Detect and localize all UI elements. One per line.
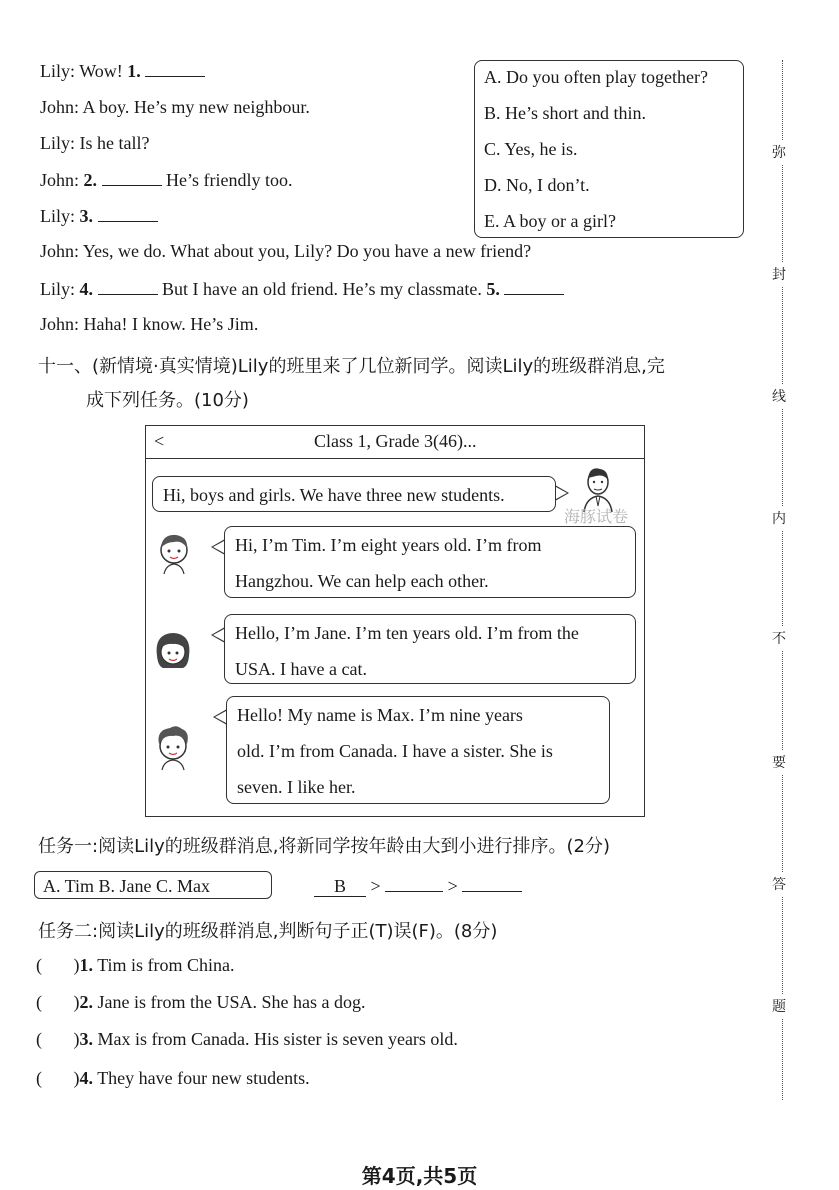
margin-char: 不 xyxy=(772,626,786,650)
statement-text: Jane is from the USA. She has a dog. xyxy=(97,992,366,1012)
speaker: John: xyxy=(40,314,80,334)
dialogue-text: Is he tall? xyxy=(79,133,150,153)
question-number: 2. xyxy=(83,170,98,190)
question-number: 4. xyxy=(79,279,93,299)
bubble-tail xyxy=(211,539,225,555)
statement-text: Max is from Canada. His sister is seven years old. xyxy=(97,1029,458,1049)
gt-sign: > xyxy=(370,876,381,896)
dialogue-text: Yes, we do. What about you, Lily? Do you have a new friend? xyxy=(82,241,532,261)
answer-blank[interactable] xyxy=(102,169,162,186)
margin-char: 线 xyxy=(772,384,786,408)
message-text: old. I’m from Canada. I have a sister. She is xyxy=(237,741,553,761)
answer-text: B xyxy=(333,876,346,896)
statement-text: Tim is from China. xyxy=(97,955,235,975)
answer-blank-3[interactable] xyxy=(462,875,522,892)
message-text: Hangzhou. We can help each other. xyxy=(235,571,489,591)
teacher-message xyxy=(152,476,556,512)
task2-title: 任务二:阅读Lily的班级群消息,判断句子正(T)误(F)。(8分) xyxy=(38,921,498,942)
speaker: Lily: xyxy=(40,279,75,299)
answer-paren[interactable]: ( ) xyxy=(36,1029,80,1049)
option-a: A. Do you often play together? xyxy=(484,67,708,87)
bubble-tail xyxy=(213,709,227,725)
chat-header xyxy=(146,426,644,459)
option-b: B. He’s short and thin. xyxy=(484,103,646,123)
option-d: D. No, I don’t. xyxy=(484,175,590,195)
speaker: John: xyxy=(40,97,80,117)
speaker: Lily: xyxy=(40,61,75,81)
judge-item xyxy=(36,1068,310,1089)
question-number: 2. xyxy=(79,992,93,1012)
margin-char: 内 xyxy=(772,506,786,530)
speaker: Lily: xyxy=(40,206,75,226)
margin-char: 弥 xyxy=(772,140,786,164)
question-number: 1. xyxy=(127,61,141,81)
speaker: John: xyxy=(40,241,80,261)
message-text: Hello, I’m Jane. I’m ten years old. I’m from the xyxy=(235,623,579,643)
answer-blank-2[interactable] xyxy=(385,875,443,892)
task1-options: A. Tim B. Jane C. Max xyxy=(34,871,272,899)
question-number: 4. xyxy=(79,1068,93,1088)
jane-avatar-icon xyxy=(152,628,194,676)
bubble-tail xyxy=(555,485,569,501)
question-number: 5. xyxy=(486,279,500,299)
speaker: John: xyxy=(40,170,80,190)
task1-answer xyxy=(314,875,522,897)
dialogue-line-2 xyxy=(40,97,310,118)
dialogue-line-6 xyxy=(40,241,531,262)
dialogue-line-3 xyxy=(40,133,149,154)
chat-title: Class 1, Grade 3(46)... xyxy=(314,431,477,451)
option-e: E. A boy or a girl? xyxy=(484,211,616,231)
message-text: seven. I like her. xyxy=(237,777,356,797)
answer-blank[interactable] xyxy=(98,205,158,222)
dialogue-text: A boy. He’s my new neighbour. xyxy=(82,97,310,117)
speaker: Lily: xyxy=(40,133,75,153)
bubble-tail xyxy=(211,627,225,643)
section-heading-cont: 成下列任务。(10分) xyxy=(86,390,249,411)
max-message xyxy=(226,696,610,804)
judge-item xyxy=(36,992,365,1013)
message-text: USA. I have a cat. xyxy=(235,659,367,679)
judge-item xyxy=(36,1029,458,1050)
chat-window xyxy=(145,425,645,817)
margin-char: 答 xyxy=(772,872,786,896)
margin-char: 封 xyxy=(772,262,786,286)
margin-char: 要 xyxy=(772,750,786,774)
tim-avatar-icon xyxy=(154,530,194,576)
gt-sign: > xyxy=(447,876,458,896)
task1-title: 任务一:阅读Lily的班级群消息,将新同学按年龄由大到小进行排序。(2分) xyxy=(38,836,610,857)
dialogue-text: He’s friendly too. xyxy=(166,170,293,190)
question-number: 1. xyxy=(79,955,93,975)
judge-item xyxy=(36,955,235,976)
message-text: Hi, boys and girls. We have three new students. xyxy=(163,485,505,505)
dialogue-line-4 xyxy=(40,169,293,191)
answer-paren[interactable]: ( ) xyxy=(36,1068,80,1088)
dialogue-text: But I have an old friend. He’s my classmate. xyxy=(162,279,482,299)
tim-message xyxy=(224,526,636,598)
jane-message xyxy=(224,614,636,684)
page-footer: 第4页,共5页 xyxy=(361,1164,478,1188)
watermark: 海豚试卷 xyxy=(564,507,629,526)
message-text: Hi, I’m Tim. I’m eight years old. I’m from xyxy=(235,535,542,555)
message-text: Hello! My name is Max. I’m nine years xyxy=(237,705,523,725)
options-box xyxy=(474,60,744,238)
binding-line xyxy=(782,60,783,1100)
question-number: 3. xyxy=(79,1029,93,1049)
answer-paren[interactable]: ( ) xyxy=(36,992,80,1012)
answer-paren[interactable]: ( ) xyxy=(36,955,80,975)
answer-blank-1[interactable] xyxy=(314,876,366,897)
statement-text: They have four new students. xyxy=(97,1068,310,1088)
answer-blank[interactable] xyxy=(98,278,158,295)
question-number: 3. xyxy=(79,206,93,226)
answer-blank[interactable] xyxy=(145,60,205,77)
answer-blank[interactable] xyxy=(504,278,564,295)
dialogue-line-7 xyxy=(40,278,564,300)
dialogue-line-1 xyxy=(40,60,205,82)
margin-char: 题 xyxy=(772,994,786,1018)
section-heading: 十一、(新情境·真实情境)Lily的班里来了几位新同学。阅读Lily的班级群消息,完 xyxy=(38,356,665,377)
option-c: C. Yes, he is. xyxy=(484,139,578,159)
back-icon[interactable]: < xyxy=(154,431,165,451)
dialogue-text: Wow! xyxy=(79,61,123,81)
dialogue-line-8 xyxy=(40,314,258,335)
dialogue-text: Haha! I know. He’s Jim. xyxy=(83,314,259,334)
dialogue-line-5 xyxy=(40,205,158,227)
max-avatar-icon xyxy=(152,722,194,772)
